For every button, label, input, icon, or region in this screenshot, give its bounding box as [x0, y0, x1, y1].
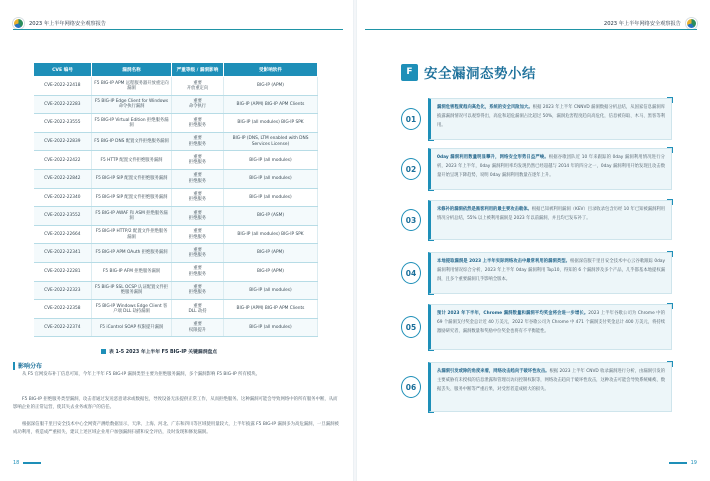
name-cell-text: F5 BIG-IP AWAF 和 ASM 拒绝服务漏洞 [95, 210, 168, 221]
summary-item-body: 根据 2023 年上半年 CNNVD 漏洞数据分析总结，从国家信息漏洞库披露漏洞情况可以观察得出，高危和超危漏洞占比超过 50%，漏洞危害程度趋向高危化，信息被窃取、木马、黑客等利用。 [437, 105, 666, 128]
name-cell [92, 169, 172, 188]
summary-item-body: 根据 2023 上半年 CNVD 收录漏洞进行分析，由漏洞引发的主要威胁有未授权的信息泄露和管理员访问控制权限等，网络攻击趋向于破坏性攻击，这种攻击可能会导致系统瘫痪、数据丢失、服务中断等严重后果，对受害者造成极大的损失。 [437, 369, 665, 392]
software-cell [224, 151, 318, 170]
summary-title-text: 安全漏洞态势小结 [424, 66, 536, 82]
summary-item-number: 02 [401, 158, 421, 180]
summary-item-lead: 从漏洞引发或除的角度来看，网络攻击趋向于破坏性攻击。 [437, 369, 550, 374]
severity-cell-text: 重要 [193, 266, 202, 272]
software-cell [224, 132, 318, 151]
summary-item-box [428, 200, 672, 240]
summary-item-body: 根据已知被利用漏洞（KEV）目录收录包含历经 10 年已知被漏洞利用情况分析总结，55% 以上被利用漏洞是 2023 年以前漏洞，并且均已发布补丁。 [437, 207, 666, 221]
software-cell-text: BIG-IP (all modules) [249, 176, 292, 182]
corner-deco-icon [428, 289, 434, 295]
left-header-rule [13, 29, 343, 30]
software-cell-text: BIG-IP (APM) [257, 250, 284, 256]
summary-item-box [428, 362, 672, 412]
table-row [34, 225, 318, 244]
cve-cell-text: CVE-2022-22839 [44, 138, 81, 144]
table-row [34, 281, 318, 300]
table-row [34, 169, 318, 188]
summary-item [405, 200, 671, 240]
summary-item-body: 根据谷歌团队近 10 年来跟踪的 0day 漏洞利用情况进行分析，2023 年上半年，0day 漏洞利用率均发现仍然已经超越与 2014 年的四分之一，0day 漏洞利用开始发现且攻击数量开始呈现下降趋势，说明 0day 漏洞利用数量在逐年上升。 [437, 155, 665, 178]
table-row [34, 207, 318, 226]
table-row [34, 95, 318, 114]
name-cell [92, 188, 172, 207]
company-logo-icon [686, 18, 697, 29]
column-header-software: 受影响软件 [224, 63, 318, 77]
software-cell [224, 244, 318, 263]
name-cell [92, 132, 172, 151]
severity-cell [172, 300, 224, 319]
severity-cell-text: 命令执行 [188, 104, 207, 110]
table-row [34, 244, 318, 263]
chapter-f-icon: F [401, 64, 418, 81]
software-cell [224, 95, 318, 114]
page-number-rule [669, 462, 687, 464]
name-cell [92, 281, 172, 300]
company-logo-icon [13, 18, 24, 29]
severity-cell-text: 重要 [193, 154, 202, 160]
table-caption-text: 表 1-5 2023 年上半年 F5 BIG-IP 关键漏洞盘点 [109, 350, 218, 355]
corner-deco-icon [428, 185, 434, 191]
cve-cell [34, 151, 92, 170]
severity-cell-text: 重要 [193, 80, 202, 86]
name-cell [92, 300, 172, 319]
severity-cell-text: DLL 劫持 [188, 308, 207, 314]
table-row [34, 114, 318, 133]
severity-cell [172, 318, 224, 337]
corner-deco-icon [667, 147, 673, 153]
name-cell-text: F5 HTTP 配置文件拒绝服务漏洞 [100, 157, 163, 163]
severity-cell [172, 225, 224, 244]
severity-cell-text: 重要 [193, 136, 202, 142]
left-header-title: 2023 年上半年网络安全观察报告 [29, 20, 107, 27]
severity-cell-text: 拒绝服务 [188, 234, 207, 240]
severity-cell-text: 重要 [193, 117, 202, 123]
summary-item-number: 06 [401, 376, 421, 398]
cve-cell-text: CVE-2022-22422 [44, 157, 81, 163]
severity-cell [172, 262, 224, 281]
severity-cell-text: 拒绝服务 [188, 178, 207, 184]
software-cell-text: BIG-IP (APM) BIG-IP APM Clients [236, 306, 305, 312]
software-cell-text: BIG-IP (all modules) [249, 287, 292, 293]
column-header-severity: 严重等级 / 漏洞影响 [172, 63, 224, 77]
name-cell [92, 77, 172, 96]
cve-cell-text: CVE-2022-22418 [44, 83, 81, 89]
name-cell-text: F5 BIG-IP SIP 配置文件拒绝服务漏洞 [95, 176, 168, 182]
corner-deco-icon [428, 345, 434, 351]
page-number-rule [23, 462, 41, 464]
summary-item-lead: 预计 2023 年下半年，Chrome 漏洞数量和漏洞平均奖金将会进一步增长。 [437, 311, 589, 316]
severity-cell-text: 拒绝服务 [188, 271, 207, 277]
summary-item-lead: 0day 漏洞利用数量明显攀升，网络安全形势日益严峻。 [437, 155, 549, 160]
summary-title [401, 62, 536, 82]
summary-item-number: 05 [401, 316, 421, 338]
name-cell [92, 318, 172, 337]
caption-square-icon [101, 349, 106, 354]
summary-item-text [437, 310, 665, 336]
cve-cell [34, 318, 92, 337]
summary-item-text [437, 368, 665, 394]
corner-deco-icon [667, 199, 673, 205]
severity-cell [172, 114, 224, 133]
cve-cell-text: CVE-2022-22664 [44, 231, 81, 237]
name-cell [92, 262, 172, 281]
left-page-number-text: 18 [13, 460, 20, 466]
left-header [13, 17, 111, 29]
name-cell [92, 225, 172, 244]
name-cell [92, 95, 172, 114]
software-cell-text: BIG-IP (APM) BIG-IP APM Clients [236, 101, 305, 107]
summary-item-lead: 漏洞危害程度趋向高危化，系统的安全风险加大。 [437, 105, 533, 110]
summary-item [405, 98, 671, 140]
summary-item-box [428, 252, 672, 294]
section-heading [13, 361, 42, 370]
corner-deco-icon [667, 361, 673, 367]
severity-cell-text: 重要 [193, 99, 202, 105]
table-header-row [34, 63, 318, 77]
summary-item-number: 03 [401, 209, 421, 231]
software-cell-text: BIG-IP (all modules) [249, 157, 292, 163]
name-cell-text: F5 BIG-IP DNS 配置文件拒绝服务漏洞 [94, 138, 169, 144]
severity-cell-text: 拒绝服务 [188, 290, 207, 296]
cve-cell-text: CVE-2022-23552 [44, 213, 81, 219]
body-paragraph: 根据深信服千里目安全技术中心全网资产测绘数据显示，天津、上海、河北、广东和四川等区域使用量较大，上半年披露 F5 BIG-IP 漏洞多为高危漏洞，一旦漏洞被成功利用，将造成严重损失，建议上述区域企业用户加强漏洞扫描和安全评估，及时发现和修复漏洞。 [13, 422, 339, 436]
corner-deco-icon [667, 303, 673, 309]
severity-cell [172, 281, 224, 300]
software-cell-text: BIG-IP (all modules) BIG-IP SPK [237, 120, 304, 126]
table-row [34, 318, 318, 337]
table-row [34, 132, 318, 151]
severity-cell [172, 77, 224, 96]
cve-cell [34, 169, 92, 188]
severity-cell-text: 权限提升 [188, 327, 207, 333]
name-cell-text: F5 iControl SOAP 权限提升漏洞 [99, 324, 164, 330]
cve-cell [34, 225, 92, 244]
summary-item [405, 148, 671, 190]
software-cell [224, 300, 318, 319]
software-cell [224, 188, 318, 207]
severity-cell [172, 188, 224, 207]
severity-cell [172, 132, 224, 151]
severity-cell-text: 重要 [193, 192, 202, 198]
name-cell-text: F5 BIG-IP Virtual Edition 拒绝服务漏洞 [94, 117, 169, 128]
cve-cell-text: CVE-2022-22374 [44, 324, 81, 330]
cve-cell-text: CVE-2022-23555 [44, 120, 81, 126]
software-cell [224, 281, 318, 300]
severity-cell-text: 重要 [193, 303, 202, 309]
summary-item [405, 304, 671, 350]
cve-cell [34, 281, 92, 300]
right-page-number [669, 460, 697, 466]
table-caption [101, 348, 217, 355]
software-cell-text: BIG-IP (APM) [257, 269, 284, 275]
name-cell-text: F5 BIG-IP AFM 拒绝服务漏洞 [102, 269, 161, 275]
severity-cell [172, 244, 224, 263]
right-page [355, 0, 710, 481]
severity-cell-text: 开放重定向 [186, 85, 209, 91]
software-cell [224, 114, 318, 133]
summary-item-body: 2023 上半年谷歌公司为 Chrome 中的 69 个漏洞支付奖金总计近 40 万美元，2022 年谷歌公司为 Chrome 中 471 个漏洞支付奖金总计 400 万美元，将持续激励研究者，漏洞数量和奖励中位奖金也将有不平衡能性。 [437, 311, 665, 334]
severity-cell-text: 重要 [193, 247, 202, 253]
summary-item-lead: 本地提取漏洞是 2023 上半年实际网络攻击中最常利用的漏洞类型。 [437, 259, 570, 264]
software-cell [224, 207, 318, 226]
severity-cell-text: 重要 [193, 285, 202, 291]
cve-cell [34, 95, 92, 114]
cve-cell [34, 132, 92, 151]
name-cell-text: F5 BIG-IP HTTP/2 配置文件拒绝服务漏洞 [95, 229, 168, 240]
table-row [34, 262, 318, 281]
severity-cell [172, 169, 224, 188]
name-cell [92, 114, 172, 133]
software-cell-text: BIG-IP (all modules) BIG-IP SPK [237, 231, 304, 237]
section-heading-text: 影响分布 [18, 363, 43, 370]
summary-item [405, 252, 671, 294]
corner-deco-icon [428, 235, 434, 241]
software-cell [224, 77, 318, 96]
summary-item-box [428, 304, 672, 350]
summary-item-lead: 未修补的漏洞依然是黑客利用的最主要攻击载体。 [437, 207, 532, 212]
summary-item [405, 362, 671, 412]
software-cell [224, 318, 318, 337]
summary-item-box [428, 98, 672, 140]
severity-cell-text: 拒绝服务 [188, 160, 207, 166]
cve-cell-text: CVE-2022-22358 [44, 306, 81, 312]
severity-cell-text: 拒绝服务 [188, 253, 207, 259]
software-cell-text: BIG-IP (ASM) [256, 213, 285, 219]
name-cell-text: F5 BIG-IP SSL OCSP 认证配置文件拒绝服务漏洞 [94, 285, 169, 296]
summary-item-box [428, 148, 672, 190]
name-cell-text: F5 BIG-IP Windows Edge Client 客户端 DLL 劫持漏洞 [95, 303, 168, 314]
corner-deco-icon [428, 407, 434, 413]
table-row [34, 300, 318, 319]
severity-cell-text: 重要 [193, 322, 202, 328]
section-bar-icon [13, 362, 15, 370]
cve-cell [34, 114, 92, 133]
summary-item-text [437, 154, 665, 180]
right-header-title: 2023 年上半年网络安全观察报告 [603, 20, 681, 27]
body-paragraph: 从 F5 官网发布补丁信息可知，今年上半年 F5 BIG-IP 漏洞类型主要为拒绝服务漏洞，多个漏洞影响 F5 BIG-IP 所有模块。 [22, 372, 261, 377]
name-cell [92, 244, 172, 263]
severity-cell-text: 拒绝服务 [188, 197, 207, 203]
severity-cell-text: 重要 [193, 173, 202, 179]
summary-item-text [437, 258, 665, 284]
cve-cell-text: CVE-2022-22340 [44, 194, 81, 200]
cve-cell [34, 188, 92, 207]
right-header [599, 17, 697, 29]
name-cell-text: F5 BIG-IP APM OAuth 拒绝服务漏洞 [95, 250, 168, 256]
column-header-name: 漏洞名称 [92, 63, 172, 77]
severity-cell-text: 拒绝服务 [188, 122, 207, 128]
table-row [34, 151, 318, 170]
summary-item-text [437, 206, 665, 224]
severity-cell [172, 95, 224, 114]
severity-cell-text: 重要 [193, 229, 202, 235]
cve-cell [34, 207, 92, 226]
body-paragraph: F5 BIG-IP 拒绝服务类型漏洞，攻击者通过发送恶意请求或数据包，导致设备无法提供正常工作，从而拒绝服务。这种漏洞可能会导致网络中的所有服务中断，从而影响企业的正常运营，使其失去业务或客户的信任。 [13, 397, 338, 411]
corner-deco-icon [428, 135, 434, 141]
software-cell [224, 262, 318, 281]
summary-item-number: 04 [401, 262, 421, 284]
corner-deco-icon [667, 251, 673, 257]
cve-cell [34, 244, 92, 263]
cve-cell [34, 262, 92, 281]
cve-cell-text: CVE-2022-22281 [44, 269, 81, 275]
severity-cell [172, 207, 224, 226]
right-page-number-text: 19 [690, 460, 697, 466]
right-header-rule [365, 29, 697, 30]
vulnerability-table-body [34, 77, 318, 337]
software-cell [224, 225, 318, 244]
cve-cell [34, 77, 92, 96]
cve-cell [34, 300, 92, 319]
cve-cell-text: CVE-2022-22323 [44, 287, 81, 293]
severity-cell-text: 拒绝服务 [188, 141, 207, 147]
software-cell-text: BIG-IP (all modules) [249, 324, 292, 330]
name-cell-text: F5 BIG-IP Edge Client for Windows 命令执行漏洞 [94, 99, 169, 110]
table-row [34, 77, 318, 96]
cve-cell-text: CVE-2022-22341 [44, 250, 81, 256]
table-row [34, 188, 318, 207]
column-header-cve: CVE 编号 [34, 63, 92, 77]
corner-deco-icon [667, 97, 673, 103]
summary-item-text [437, 104, 665, 130]
software-cell-text: BIG-IP (DNS, LTM enabled with DNS Services License) [232, 136, 309, 147]
summary-item-body: 根据深信服千里目安全技术中心云谷歌跟踪 0day 漏洞利用情况综合分析，2023 年上半年 0day 漏洞利用 Top10，得知的 6 个漏洞涉及多个产品，几乎都基本地提权漏洞，且多个重要漏洞几乎影响全版本。 [437, 259, 665, 282]
severity-cell [172, 151, 224, 170]
name-cell-text: F5 BIG-IP SIP 配置文件拒绝服务漏洞 [95, 194, 168, 200]
severity-cell-text: 重要 [193, 210, 202, 216]
left-page-number [13, 460, 41, 466]
cve-cell-text: CVE-2022-22283 [44, 101, 81, 107]
vulnerability-table [33, 62, 318, 337]
software-cell-text: BIG-IP (APM) [257, 83, 284, 89]
cve-cell-text: CVE-2022-22842 [44, 176, 81, 182]
name-cell [92, 151, 172, 170]
software-cell-text: BIG-IP (all modules) [249, 194, 292, 200]
name-cell [92, 207, 172, 226]
name-cell-text: F5 BIG-IP APM 远程服务器开放重定向漏洞 [94, 80, 169, 91]
software-cell [224, 169, 318, 188]
severity-cell-text: 拒绝服务 [188, 215, 207, 221]
summary-item-number: 01 [401, 108, 421, 130]
